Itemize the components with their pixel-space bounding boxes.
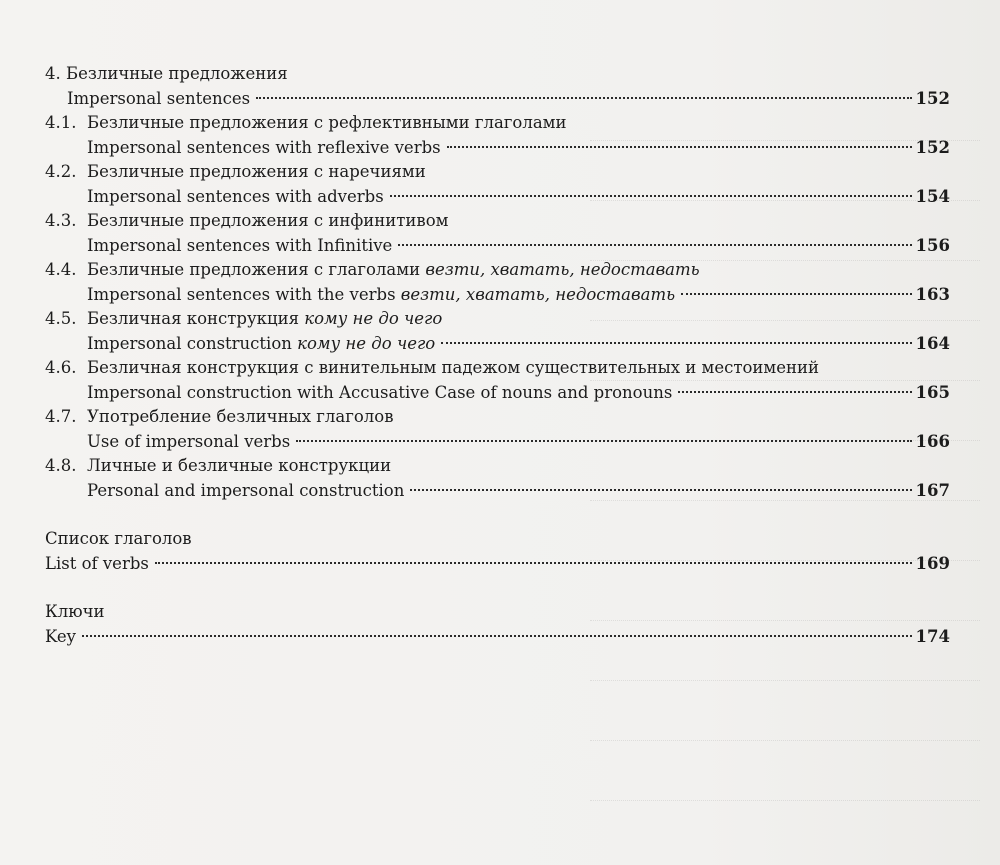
toc-verbs-en: List of verbs (45, 553, 149, 573)
toc-subsection-ru-title (87, 209, 448, 234)
toc-subsection-en-row (45, 283, 950, 308)
toc-subsection-number: 4.8. (45, 456, 77, 475)
toc-subsection-en-title (87, 332, 441, 357)
toc-subsection-en-row (45, 479, 950, 504)
toc-verbs-ru-row (45, 527, 950, 552)
toc-subsection-ru-text: Безличная конструкция с винительным падежом существительных и местоимений (87, 358, 819, 377)
toc-verbs-page: 169 (915, 553, 950, 573)
toc-subsection-number: 4.6. (45, 358, 77, 377)
toc-subsection-ru-row (45, 454, 950, 479)
leader-dots (681, 293, 911, 295)
leader-dots (82, 635, 912, 637)
toc-subsection-en-text: Personal and impersonal construction (87, 480, 405, 500)
leader-dots (678, 391, 911, 393)
toc-subsection-en-italic: везти, хватать, недоставать (400, 284, 676, 304)
toc-subsection-page: 163 (915, 284, 950, 304)
toc-subsection-en-row (45, 185, 950, 210)
table-of-contents (45, 62, 950, 649)
toc-subsection-en-title (87, 479, 410, 504)
leader-dots (296, 440, 911, 442)
toc-subsection-en-text: Impersonal sentences with the verbs (87, 284, 401, 304)
toc-subsection-en-text: Impersonal construction with Accusative Case of nouns and pronouns (87, 382, 673, 402)
toc-subsection-page: 152 (915, 137, 950, 157)
leader-dots (447, 146, 912, 148)
toc-keys-en: Key (45, 626, 76, 646)
toc-subsection-ru-title (87, 160, 426, 185)
toc-subsection-page: 166 (915, 431, 950, 451)
toc-subsection-ru-title (87, 454, 391, 479)
toc-subsection-en-text: Impersonal sentences with Infinitive (87, 235, 393, 255)
leader-dots (398, 244, 911, 246)
toc-section-4-title: 4. Безличные предложения (45, 64, 288, 83)
toc-section-4-en-row (45, 87, 950, 112)
leader-dots (256, 97, 911, 99)
toc-subsection-ru-title (87, 356, 819, 381)
toc-subsection-ru-row (45, 209, 950, 234)
toc-subsection-ru-text: Безличные предложения с инфинитивом (87, 211, 449, 230)
toc-section-4-page: 152 (915, 88, 950, 108)
leader-dots (441, 342, 911, 344)
toc-subsection-en-row (45, 381, 950, 406)
toc-subsection-ru-title (87, 307, 442, 332)
toc-subsection-en-title (87, 234, 398, 259)
toc-subsection-en-text: Impersonal sentences with adverbs (87, 186, 384, 206)
toc-subsection-ru-text: Личные и безличные конструкции (87, 456, 392, 475)
toc-subsection-ru-title (87, 405, 394, 430)
toc-subsection-ru-text: Безличные предложения с рефлективными глаголами (87, 113, 567, 132)
toc-subsection-en-text: Impersonal construction (87, 333, 298, 353)
toc-subsection-ru-italic: кому не до чего (304, 309, 443, 328)
toc-subsection-ru-row (45, 405, 950, 430)
toc-subsection-en-italic: кому не до чего (297, 333, 436, 353)
toc-subsection-en-title (87, 136, 447, 161)
toc-subsection-number: 4.3. (45, 211, 77, 230)
toc-subsection-ru-text: Безличная конструкция (87, 309, 305, 328)
toc-subsection-en-text: Use of impersonal verbs (87, 431, 291, 451)
toc-section-4-en: Impersonal sentences (67, 88, 251, 108)
toc-subsection-ru-row (45, 160, 950, 185)
toc-subsection-ru-row (45, 111, 950, 136)
toc-subsection-page: 164 (915, 333, 950, 353)
toc-subsection-ru-text: Безличные предложения с наречиями (87, 162, 426, 181)
toc-verbs-en-row (45, 552, 950, 577)
leader-dots (390, 195, 912, 197)
toc-subsection-en-row (45, 136, 950, 161)
toc-keys-title: Ключи (45, 602, 105, 621)
toc-subsection-ru-text: Употребление безличных глаголов (87, 407, 394, 426)
toc-subsection-number: 4.2. (45, 162, 77, 181)
leader-dots (410, 489, 911, 491)
toc-subsection-ru-title (87, 111, 567, 136)
toc-subsection-number: 4.7. (45, 407, 77, 426)
toc-subsection-ru-title (87, 258, 700, 283)
toc-subsection-ru-row (45, 258, 950, 283)
toc-section-4-ru-row (45, 62, 950, 87)
toc-subsection-en-text: Impersonal sentences with reflexive verbs (87, 137, 441, 157)
toc-subsection-ru-text: Безличные предложения с глаголами (87, 260, 426, 279)
toc-subsection-ru-row (45, 356, 950, 381)
toc-subsection-en-title (87, 283, 681, 308)
toc-subsection-ru-row (45, 307, 950, 332)
toc-subsection-en-row (45, 430, 950, 455)
toc-subsection-ru-italic: везти, хватать, недоставать (425, 260, 700, 279)
toc-keys-ru-row (45, 600, 950, 625)
toc-verbs-title: Список глаголов (45, 529, 192, 548)
toc-subsection-number: 4.4. (45, 260, 77, 279)
toc-subsection-en-row (45, 332, 950, 357)
toc-subsection-en-title (87, 185, 390, 210)
toc-subsection-page: 154 (915, 186, 950, 206)
toc-subsection-en-title (87, 381, 678, 406)
leader-dots (155, 562, 912, 564)
toc-subsection-number: 4.5. (45, 309, 77, 328)
toc-subsection-page: 156 (915, 235, 950, 255)
toc-subsection-en-title (87, 430, 296, 455)
toc-subsection-number: 4.1. (45, 113, 77, 132)
toc-subsection-en-row (45, 234, 950, 259)
toc-subsection-page: 165 (915, 382, 950, 402)
toc-keys-page: 174 (915, 626, 950, 646)
toc-keys-en-row (45, 625, 950, 650)
toc-subsection-page: 167 (915, 480, 950, 500)
